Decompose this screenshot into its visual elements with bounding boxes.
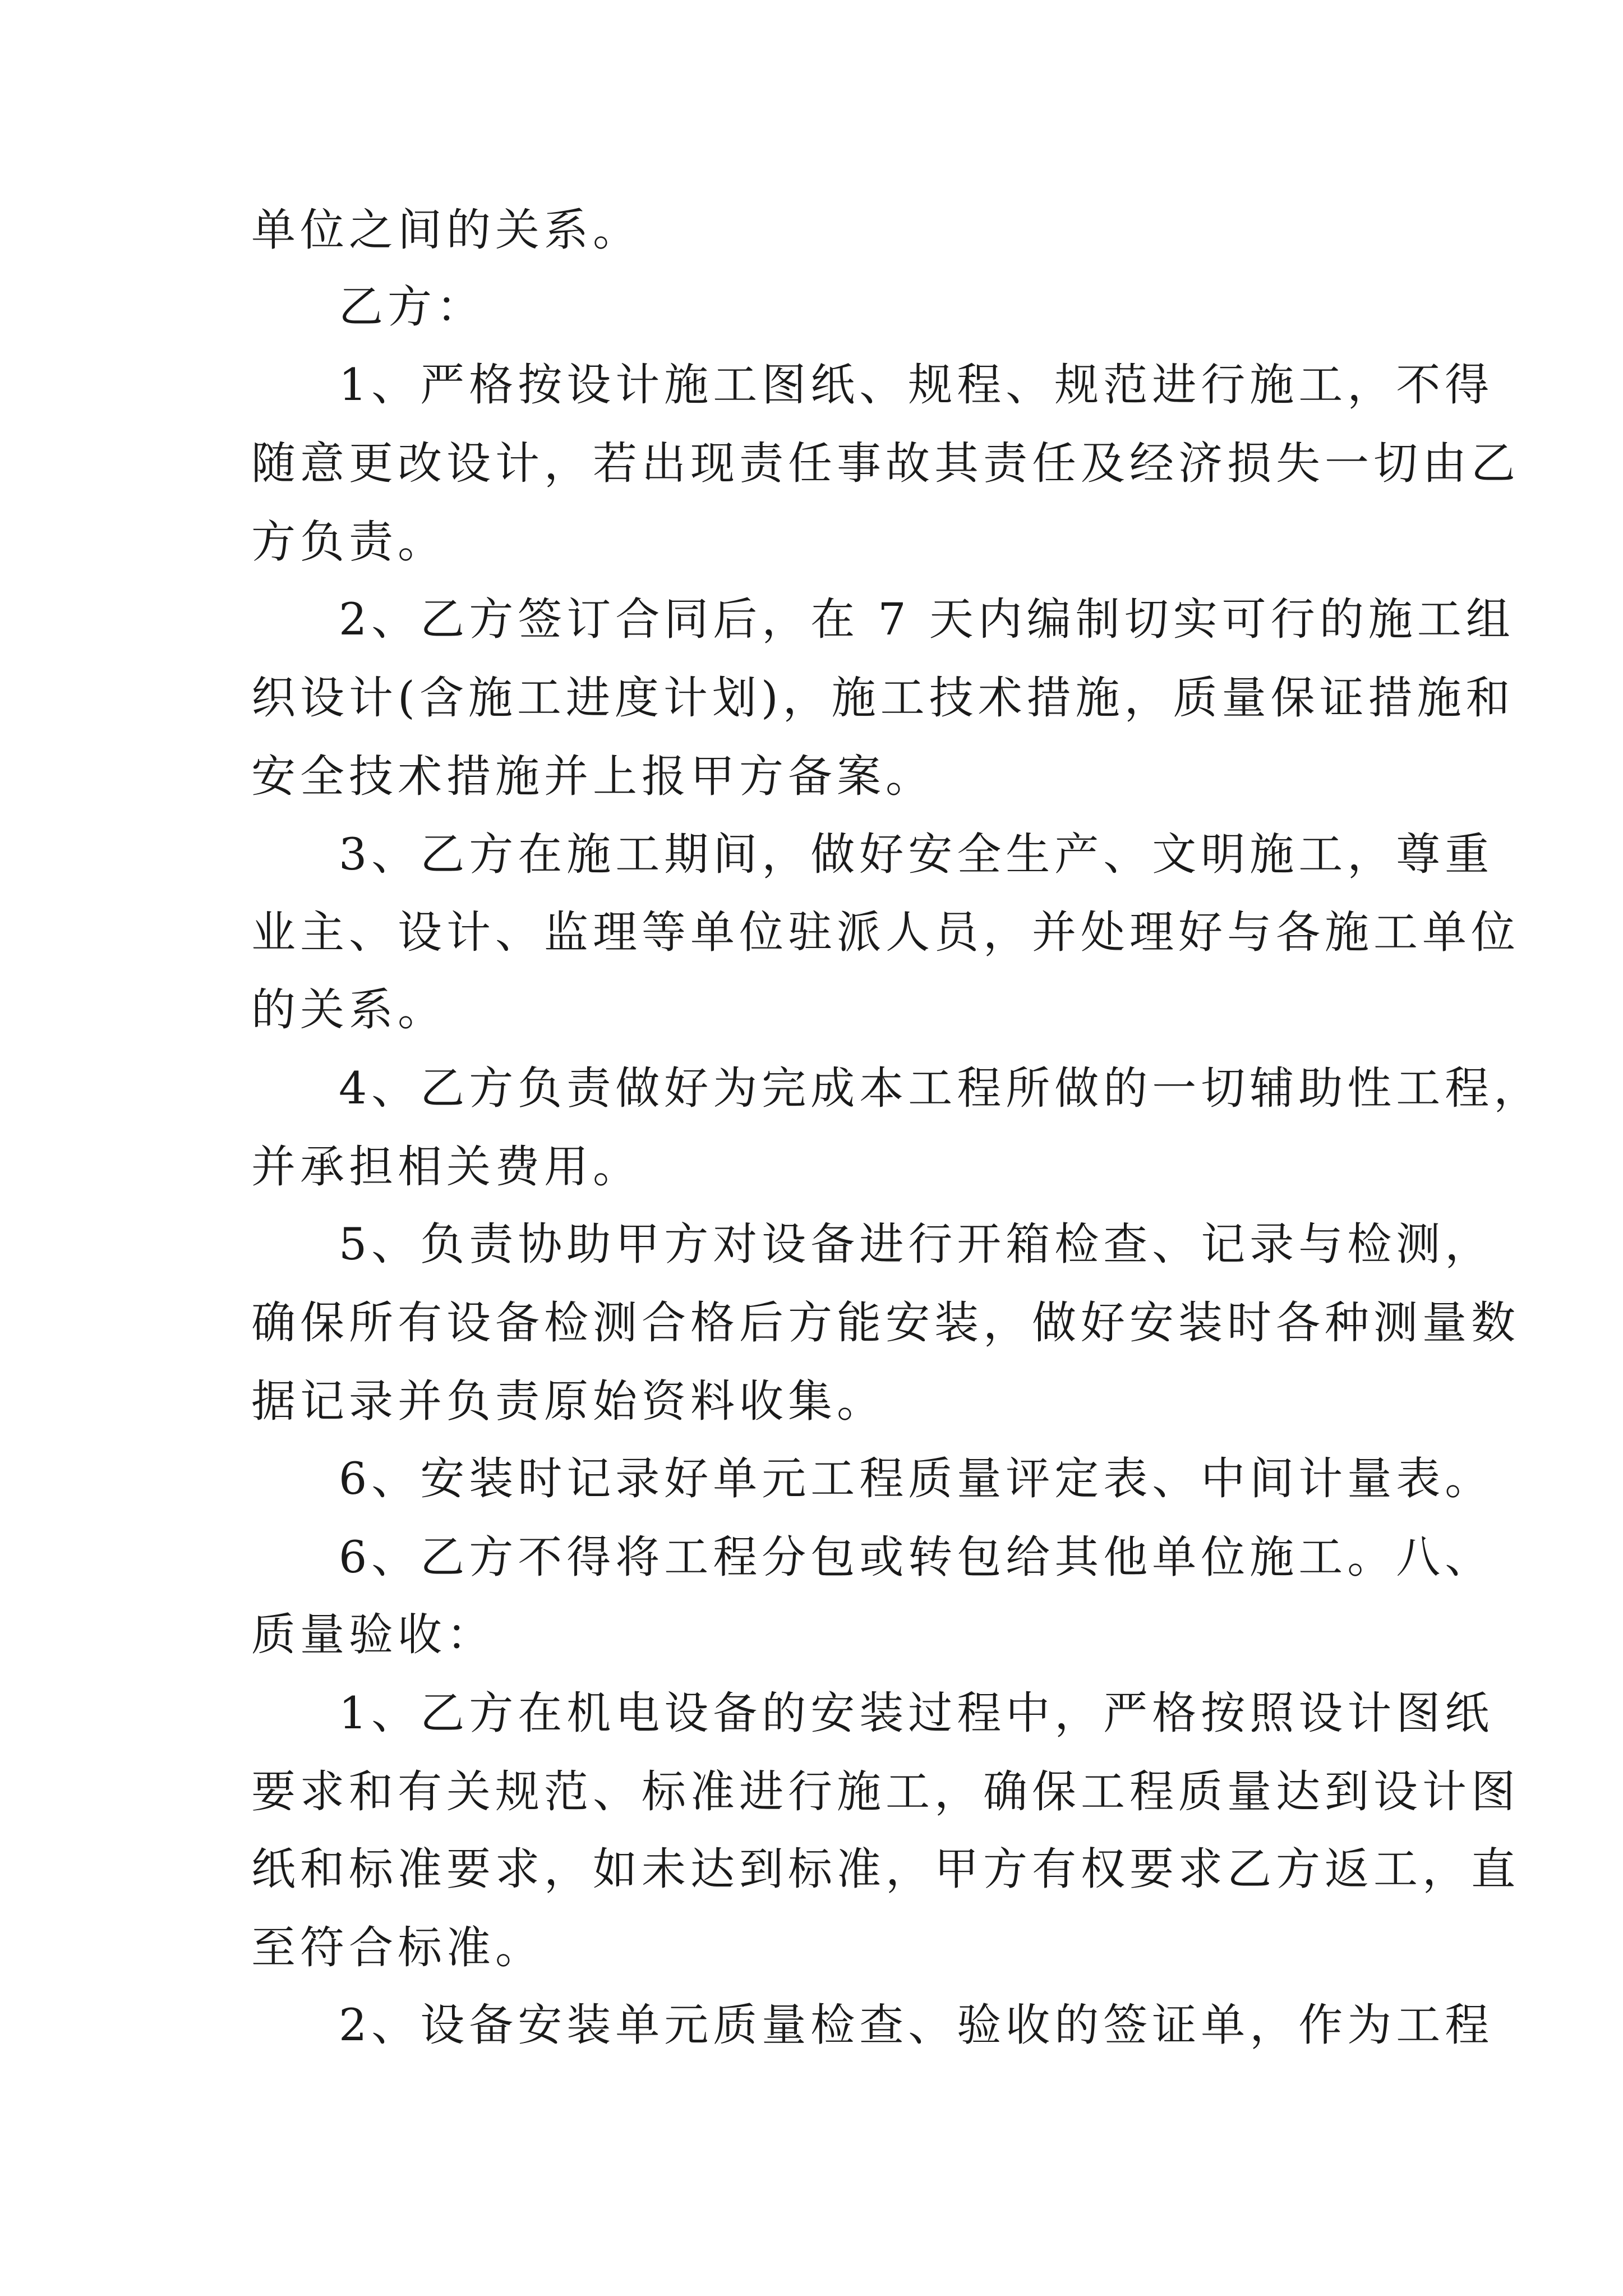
text-line: 4、乙方负责做好为完成本工程所做的一切辅助性工程， [339, 1062, 1543, 1114]
text-line: 织设计(含施工进度计划)，施工技术措施，质量保证措施和 [251, 672, 1515, 724]
text-line: 安全技术措施并上报甲方备案。 [251, 751, 934, 802]
text-line: 的关系。 [251, 984, 446, 1036]
text-line: 单位之间的关系。 [251, 204, 642, 256]
text-line: 质量验收： [251, 1609, 495, 1660]
text-line: 方负责。 [251, 516, 446, 568]
text-line: 5、负责协助甲方对设备进行开箱检查、记录与检测， [339, 1218, 1494, 1270]
text-line: 纸和标准要求，如未达到标准，甲方有权要求乙方返工，直 [251, 1843, 1520, 1895]
text-line: 1、严格按设计施工图纸、规程、规范进行施工，不得 [339, 359, 1494, 411]
text-line: 要求和有关规范、标准进行施工，确保工程质量达到设计图 [251, 1766, 1520, 1818]
text-line: 1、乙方在机电设备的安装过程中，严格按照设计图纸 [339, 1687, 1494, 1739]
text-line: 2、设备安装单元质量检查、验收的签证单，作为工程 [339, 1999, 1494, 2051]
text-line: 2、乙方签订合同后，在 7 天内编制切实可行的施工组 [339, 593, 1515, 645]
text-line: 确保所有设备检测合格后方能安装，做好安装时各种测量数 [251, 1297, 1520, 1349]
text-line: 并承担相关费用。 [251, 1141, 642, 1193]
text-line: 随意更改设计，若出现责任事故其责任及经济损失一切由乙 [251, 438, 1520, 489]
text-line: 6、乙方不得将工程分包或转包给其他单位施工。八、 [339, 1531, 1494, 1583]
text-line: 业主、设计、监理等单位驻派人员，并处理好与各施工单位 [251, 907, 1520, 958]
text-line: 至符合标准。 [251, 1922, 544, 1973]
text-line: 据记录并负责原始资料收集。 [251, 1375, 886, 1427]
text-line: 6、安装时记录好单元工程质量评定表、中间计量表。 [339, 1453, 1494, 1504]
text-line: 3、乙方在施工期间，做好安全生产、文明施工，尊重 [339, 829, 1494, 880]
text-line: 乙方： [339, 281, 485, 333]
